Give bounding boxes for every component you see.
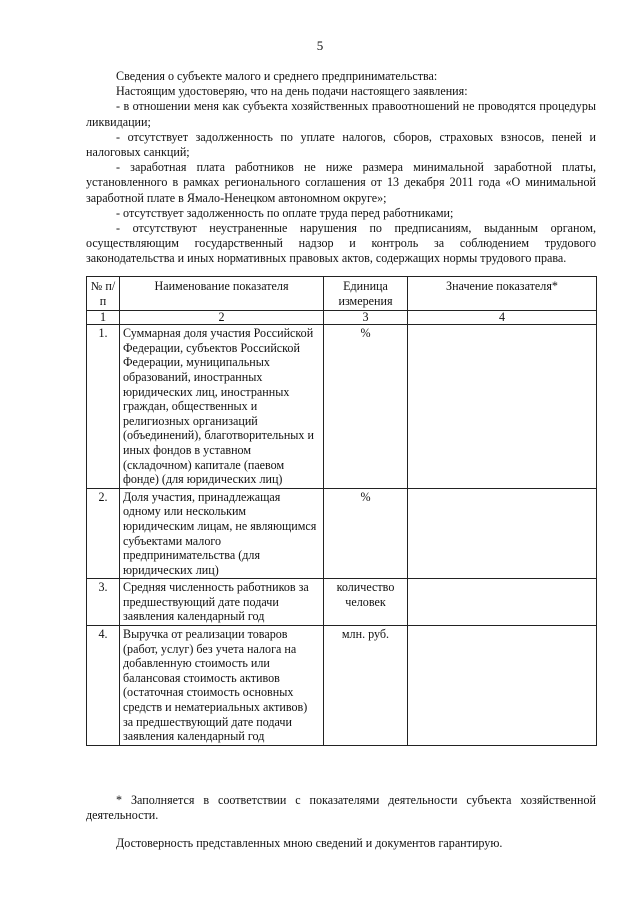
- intro-item-tax-debt: - отсутствует задолженность по уплате налогов, сборов, страховых взносов, пеней и налоговых санкций;: [86, 129, 596, 160]
- footnote: * Заполняется в соответствии с показателями деятельности субъекта хозяйственной деятельности.: [86, 793, 596, 823]
- row-num: 4.: [87, 626, 120, 746]
- page-number: 5: [316, 38, 324, 53]
- index-cell: 2: [120, 311, 324, 325]
- intro-item-wages: - заработная плата работников не ниже размера минимальной заработной платы, установленного в рамках регионального соглашения от 13 декабря 2011 года «О минимальной заработной плате в Ямало-Ненецком автономном округе»;: [86, 160, 596, 205]
- row-unit: %: [324, 488, 408, 579]
- table-row: [87, 579, 597, 626]
- row-num: 3.: [87, 579, 120, 626]
- row-name: Доля участия, принадлежащая одному или нескольким юридическим лицам, не являющимся субъектами малого предпринимательства (для юридических лиц): [120, 488, 324, 579]
- table-header-row: [87, 277, 597, 311]
- index-cell: 3: [324, 311, 408, 325]
- row-num: 2.: [87, 488, 120, 579]
- row-name: Выручка от реализации товаров (работ, услуг) без учета налога на добавленную стоимость или балансовая стоимость активов (остаточная стоимость основных средств и нематериальных активов) за предшествующий дате подачи заявления календарный год: [120, 626, 324, 746]
- index-cell: 1: [87, 311, 120, 325]
- row-num: 1.: [87, 325, 120, 489]
- header-num: № п/п: [87, 277, 120, 311]
- intro-certify: Настоящим удостоверяю, что на день подачи настоящего заявления:: [116, 84, 468, 99]
- row-unit: %: [324, 325, 408, 489]
- table-row: [87, 626, 597, 746]
- row-value-cell[interactable]: [408, 325, 597, 489]
- row-name: Средняя численность работников за предшествующий дате подачи заявления календарный год: [120, 579, 324, 626]
- intro-item-wage-debt: - отсутствует задолженность по оплате труда перед работниками;: [116, 205, 454, 220]
- intro-item-violations: - отсутствуют неустраненные нарушения по предписаниям, выданным органом, осуществляющим государственный надзор и контроль за соблюдением трудового законодательства и иных нормативных правовых актов, содержащих нормы трудового права.: [86, 221, 596, 266]
- row-value-cell[interactable]: [408, 626, 597, 746]
- index-cell: 4: [408, 311, 597, 325]
- table-index-row: [87, 311, 597, 325]
- header-value: Значение показателя*: [408, 277, 597, 311]
- indicators-table: [86, 276, 597, 746]
- header-name: Наименование показателя: [120, 277, 324, 311]
- row-name: Суммарная доля участия Российской Федерации, субъектов Российской Федерации, муниципальных образований, иностранных юридических лиц, иностранных граждан, общественных и религиозных организаций (объединений), благотворительных и иных фондов в уставном (складочном) капитале (паевом фонде) (для юридических лиц): [120, 325, 324, 489]
- row-value-cell[interactable]: [408, 579, 597, 626]
- intro-item-liquidation: - в отношении меня как субъекта хозяйственных правоотношений не проводятся процедуры ликвидации;: [86, 99, 596, 129]
- table-row: [87, 325, 597, 489]
- row-value-cell[interactable]: [408, 488, 597, 579]
- row-unit: млн. руб.: [324, 626, 408, 746]
- table-row: [87, 488, 597, 579]
- intro-section: [86, 69, 596, 267]
- header-unit: Единица измерения: [324, 277, 408, 311]
- guarantee-statement: Достоверность представленных мною сведений и документов гарантирую.: [116, 836, 503, 850]
- row-unit: количество человек: [324, 579, 408, 626]
- intro-heading: Сведения о субъекте малого и среднего предпринимательства:: [116, 69, 438, 83]
